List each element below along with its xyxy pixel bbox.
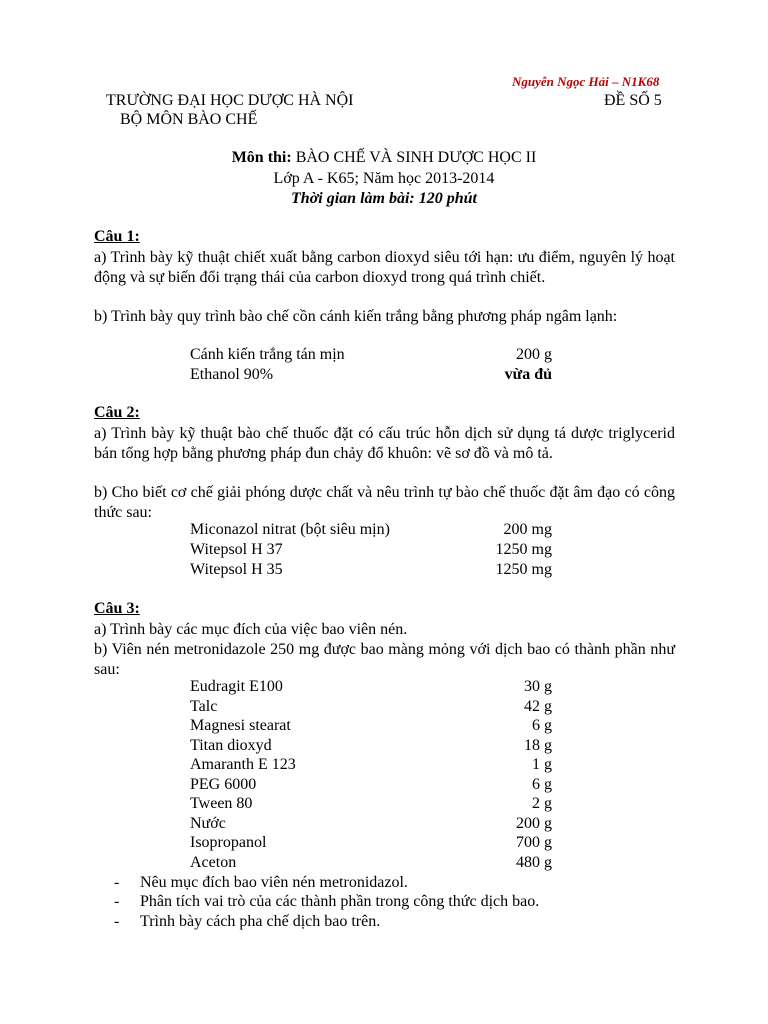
formula-row bbox=[190, 521, 552, 541]
dash-marker: - bbox=[114, 893, 120, 910]
school-name: TRƯỜNG ĐẠI HỌC DƯỢC HÀ NỘI bbox=[106, 92, 354, 109]
formula-row bbox=[190, 776, 552, 796]
exam-subject bbox=[0, 149, 768, 167]
question-3a: a) Trình bày các mục đích của việc bao viên nén. bbox=[94, 621, 408, 638]
dash-marker: - bbox=[114, 913, 120, 930]
ingredient-amount: 1 g bbox=[532, 756, 552, 773]
question-2a: a) Trình bày kỹ thuật bào chế thuốc đặt có cấu trúc hỗn dịch sử dụng tá dược triglycerid bán tổng hợp bằng phương pháp đun chảy đổ khuôn: vẽ sơ đồ và mô tả. bbox=[94, 425, 675, 462]
ingredient-name: Nước bbox=[190, 815, 226, 832]
formula-row bbox=[190, 795, 552, 815]
ingredient-amount: vừa đủ bbox=[504, 366, 552, 383]
task-text: Trình bày cách pha chế dịch bao trên. bbox=[140, 913, 381, 930]
question-1-heading: Câu 1: bbox=[94, 228, 140, 245]
formula-row bbox=[190, 815, 552, 835]
subject-name: BÀO CHẾ VÀ SINH DƯỢC HỌC II bbox=[295, 149, 537, 166]
ingredient-amount: 30 g bbox=[524, 678, 552, 695]
formula-row bbox=[190, 678, 552, 698]
ingredient-name: Amaranth E 123 bbox=[190, 756, 296, 773]
ingredient-amount: 18 g bbox=[524, 737, 552, 754]
task-item bbox=[114, 874, 408, 892]
ingredient-name: Magnesi stearat bbox=[190, 717, 291, 734]
ingredient-amount: 700 g bbox=[516, 834, 552, 851]
ingredient-name: Talc bbox=[190, 698, 218, 715]
ingredient-name: Titan dioxyd bbox=[190, 737, 272, 754]
exam-duration: Thời gian làm bài: 120 phút bbox=[291, 190, 477, 207]
formula-row bbox=[190, 737, 552, 757]
ingredient-name: Cánh kiến trắng tán mịn bbox=[190, 346, 345, 363]
ingredient-amount: 42 g bbox=[524, 698, 552, 715]
question-1a: a) Trình bày kỹ thuật chiết xuất bằng carbon dioxyd siêu tới hạn: ưu điểm, nguyên lý hoạt động và sự biến đổi trạng thái của carbon dioxyd trong quá trình chiết. bbox=[94, 249, 675, 286]
task-item bbox=[114, 913, 380, 931]
formula-row bbox=[190, 717, 552, 737]
department-name: BỘ MÔN BÀO CHẾ bbox=[120, 111, 258, 128]
ingredient-name: PEG 6000 bbox=[190, 776, 257, 793]
ingredient-amount: 6 g bbox=[532, 717, 552, 734]
formula-row bbox=[190, 346, 552, 366]
task-item bbox=[114, 893, 539, 911]
formula-row bbox=[190, 854, 552, 874]
ingredient-amount: 1250 mg bbox=[495, 561, 552, 578]
ingredient-amount: 2 g bbox=[532, 795, 552, 812]
exam-number: ĐỀ SỐ 5 bbox=[604, 92, 662, 109]
ingredient-amount: 1250 mg bbox=[495, 541, 552, 558]
task-text: Phân tích vai trò của các thành phần trong công thức dịch bao. bbox=[140, 893, 540, 910]
ingredient-amount: 200 mg bbox=[503, 521, 552, 538]
ingredient-amount: 200 g bbox=[516, 815, 552, 832]
ingredient-name: Tween 80 bbox=[190, 795, 253, 812]
formula-row bbox=[190, 698, 552, 718]
ingredient-name: Miconazol nitrat (bột siêu mịn) bbox=[190, 521, 390, 538]
ingredient-amount: 6 g bbox=[532, 776, 552, 793]
question-3-heading: Câu 3: bbox=[94, 600, 140, 617]
ingredient-amount: 480 g bbox=[516, 854, 552, 871]
author-note: Nguyễn Ngọc Hải – N1K68 bbox=[512, 74, 660, 89]
ingredient-name: Isopropanol bbox=[190, 834, 267, 851]
task-text: Nêu mục đích bao viên nén metronidazol. bbox=[140, 874, 408, 891]
formula-row bbox=[190, 541, 552, 561]
ingredient-name: Witepsol H 37 bbox=[190, 541, 283, 558]
ingredient-amount: 200 g bbox=[516, 346, 552, 363]
formula-row bbox=[190, 834, 552, 854]
formula-row bbox=[190, 756, 552, 776]
ingredient-name: Witepsol H 35 bbox=[190, 561, 283, 578]
dash-marker: - bbox=[114, 874, 120, 891]
question-2b: b) Cho biết cơ chế giải phóng dược chất và nêu trình tự bào chế thuốc đặt âm đạo có công thức sau: bbox=[94, 484, 675, 521]
ingredient-name: Ethanol 90% bbox=[190, 366, 274, 383]
question-2-heading: Câu 2: bbox=[94, 404, 140, 421]
ingredient-name: Aceton bbox=[190, 854, 237, 871]
question-3b: b) Viên nén metronidazole 250 mg được bao màng mỏng với dịch bao có thành phần như sau: bbox=[94, 641, 675, 678]
ingredient-name: Eudragit E100 bbox=[190, 678, 283, 695]
subject-label: Môn thi: bbox=[231, 149, 292, 166]
formula-row bbox=[190, 561, 552, 581]
class-year: Lớp A - K65; Năm học 2013-2014 bbox=[273, 170, 495, 187]
question-1b: b) Trình bày quy trình bào chế cồn cánh kiến trắng bằng phương pháp ngâm lạnh: bbox=[94, 308, 618, 325]
formula-row bbox=[190, 366, 552, 386]
